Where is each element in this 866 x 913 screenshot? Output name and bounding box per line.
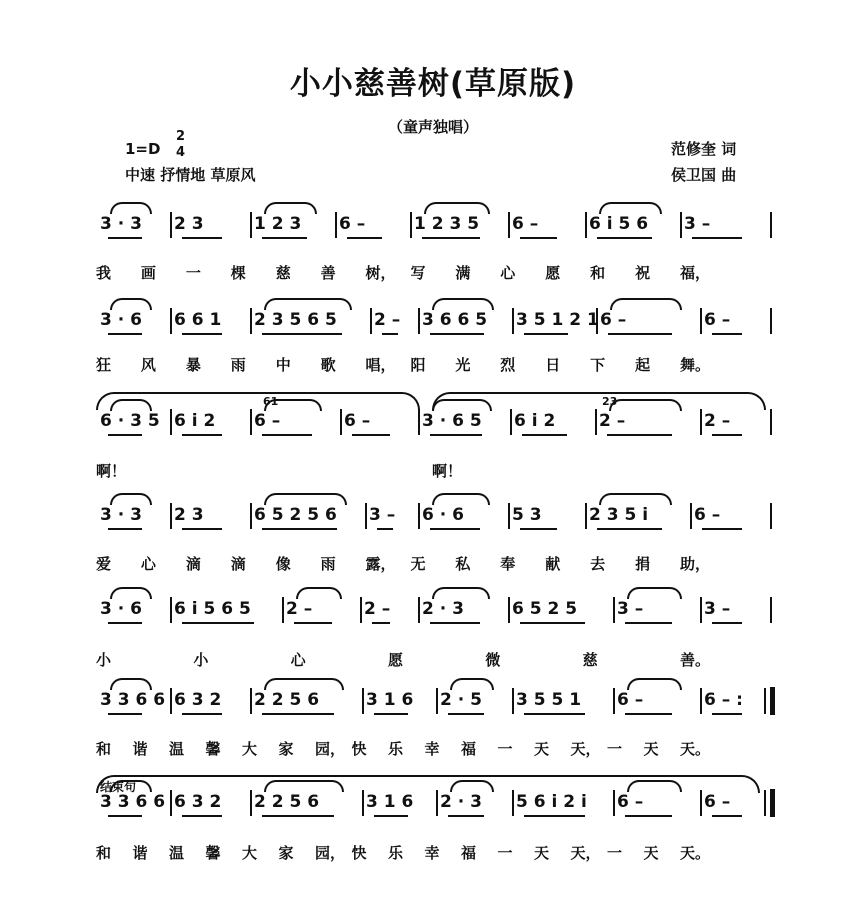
underline: [108, 622, 142, 624]
barline: [613, 790, 615, 816]
barline: [170, 790, 172, 816]
underline: [108, 434, 142, 436]
measure-notes: 2 · 5: [440, 690, 482, 710]
underline: [448, 713, 484, 715]
barline: [410, 212, 412, 238]
slur: [450, 678, 494, 690]
barline: [250, 503, 252, 529]
lyric-word: 天，: [570, 844, 601, 862]
lyric-word: 啊！: [96, 462, 127, 480]
underline: [712, 815, 742, 817]
barline: [512, 790, 514, 816]
lyric-word: 啊！: [432, 462, 463, 480]
measure-notes: 3 5 1 2 1: [516, 310, 599, 330]
barline: [508, 503, 510, 529]
underline: [524, 815, 585, 817]
lyric-word: 天。: [680, 740, 711, 758]
measure-notes: 3 –: [617, 599, 644, 619]
measure-notes: 3 · 6: [100, 310, 142, 330]
barline: [362, 790, 364, 816]
lyric-word: 助，: [680, 555, 711, 573]
measure-notes: 6 –: [694, 505, 721, 525]
measure-notes: 2 3: [174, 505, 204, 525]
slur: [627, 678, 682, 690]
lyric-word: 去: [590, 555, 606, 573]
measure-notes: 6 i 5 6: [589, 214, 649, 234]
lyric-word: 大: [242, 740, 258, 758]
measure-notes: 2 3: [174, 214, 204, 234]
barline: [595, 409, 597, 435]
barline: [700, 308, 702, 334]
underline: [108, 713, 142, 715]
measure-notes: 6 i 5 6 5: [174, 599, 251, 619]
barline: [250, 212, 252, 238]
underline: [430, 434, 482, 436]
barline: [370, 308, 372, 334]
measure-notes: 3 6 6 5: [422, 310, 488, 330]
lyric-word: 一: [607, 740, 623, 758]
slur: [599, 202, 662, 214]
barline: [170, 409, 172, 435]
slur: [110, 493, 152, 505]
barline: [362, 688, 364, 714]
underline: [352, 434, 390, 436]
lyric-word: 露，: [365, 555, 396, 573]
measure-notes: 6 i 2: [514, 411, 556, 431]
underline: [182, 333, 222, 335]
measure-notes: 3 · 3: [100, 214, 142, 234]
measure-notes: 2 –: [364, 599, 391, 619]
lyric-word: 善。: [680, 651, 711, 669]
measure-notes: 3 –: [369, 505, 396, 525]
lyric-word: 天: [643, 844, 659, 862]
underline: [374, 815, 408, 817]
slur: [110, 678, 152, 690]
lyric-word: 中: [275, 356, 291, 374]
lyric-word: 像: [275, 555, 291, 573]
barline: [596, 308, 598, 334]
lyric-word: 光: [455, 356, 471, 374]
barline: [585, 212, 587, 238]
lyric-word: 奉: [500, 555, 516, 573]
underline: [524, 333, 568, 335]
lyric-word: 幸: [424, 740, 440, 758]
underline: [692, 237, 742, 239]
barline: [770, 503, 772, 529]
underline: [182, 434, 222, 436]
barline: [250, 688, 252, 714]
measure-notes: 3 · 6 5: [422, 411, 482, 431]
barline: [700, 597, 702, 623]
ending-label: 结束句: [100, 780, 137, 794]
lyric-word: 快: [351, 844, 367, 862]
lyric-word: 乐: [388, 740, 404, 758]
lyric-word: 微: [485, 651, 501, 669]
lyric-word: 无: [410, 555, 426, 573]
lyric-word: 唱，: [365, 356, 396, 374]
tempo-marking: 中速 抒情地 草原风: [125, 166, 256, 184]
underline: [608, 333, 672, 335]
measure-notes: 6 –: [617, 792, 644, 812]
lyric-word: 家: [278, 740, 294, 758]
barline: [770, 308, 772, 334]
measure-notes: 6 · 3 5: [100, 411, 160, 431]
measure-notes: 6 · 6: [422, 505, 464, 525]
lyric-word: 风: [140, 356, 156, 374]
lyric-word: 一: [607, 844, 623, 862]
measure-notes: 6 –: [617, 690, 644, 710]
slur: [264, 202, 317, 214]
key-signature: 1=D: [125, 140, 161, 158]
lyric-word: 园，: [315, 844, 346, 862]
lyric-word: 滴: [185, 555, 201, 573]
lyric-word: 画: [140, 264, 156, 282]
lyric-word: 暴: [185, 356, 201, 374]
measure-notes: 6 –: [344, 411, 371, 431]
slur: [264, 493, 347, 505]
lyric-word: 棵: [230, 264, 246, 282]
lyric-word: 雨: [320, 555, 336, 573]
barline: [508, 597, 510, 623]
lyric-word: 慈: [582, 651, 598, 669]
lyric-word: 谐: [132, 740, 148, 758]
lyric-word: 馨: [205, 844, 221, 862]
underline: [108, 333, 142, 335]
measure-notes: 2 · 3: [422, 599, 464, 619]
measure-notes: 3 · 6: [100, 599, 142, 619]
slur: [264, 678, 344, 690]
measure-notes: 1 2 3: [254, 214, 302, 234]
slur: [264, 298, 352, 310]
phrase-slur: [432, 392, 766, 410]
underline: [262, 237, 307, 239]
barline: [436, 790, 438, 816]
slur: [432, 298, 494, 310]
underline: [712, 713, 742, 715]
underline: [430, 528, 480, 530]
lyric-word: 小: [193, 651, 209, 669]
barline: [170, 212, 172, 238]
song-title: 小小慈善树(草原版): [289, 66, 577, 102]
measure-notes: 5 3: [512, 505, 542, 525]
barline: [770, 212, 772, 238]
lyric-word: 小: [96, 651, 112, 669]
underline: [262, 815, 334, 817]
barline: [250, 409, 252, 435]
measure-notes: 3 · 3: [100, 505, 142, 525]
barline: [360, 597, 362, 623]
underline: [108, 528, 142, 530]
underline: [347, 237, 382, 239]
underline: [262, 434, 312, 436]
lyric-word: 心: [500, 264, 516, 282]
lyric-word: 馨: [205, 740, 221, 758]
song-subtitle: （童声独唱）: [387, 118, 478, 136]
underline: [712, 622, 742, 624]
barline: [282, 597, 284, 623]
lyric-word: 乐: [388, 844, 404, 862]
lyric-word: 狂: [96, 356, 112, 374]
underline: [625, 815, 672, 817]
underline: [607, 434, 672, 436]
underline: [712, 333, 742, 335]
measure-notes: 6 –: [254, 411, 281, 431]
final-barline: [770, 687, 775, 715]
barline: [250, 790, 252, 816]
underline: [524, 713, 585, 715]
lyric-word: 一: [185, 264, 201, 282]
barline: [680, 212, 682, 238]
barline: [690, 503, 692, 529]
measure-notes: 3 3 6 6: [100, 690, 166, 710]
underline: [262, 528, 337, 530]
lyric-word: 愿: [545, 264, 561, 282]
underline: [597, 237, 652, 239]
underline: [430, 333, 484, 335]
final-barline: [770, 789, 775, 817]
measure-notes: 6 –: [600, 310, 627, 330]
underline: [182, 528, 222, 530]
barline: [613, 688, 615, 714]
lyric-word: 歌: [320, 356, 336, 374]
lyric-word: 天: [534, 740, 550, 758]
measure-notes: 6 5 2 5 6: [254, 505, 337, 525]
barline: [510, 409, 512, 435]
measure-notes: 2 –: [704, 411, 731, 431]
barline: [770, 409, 772, 435]
slur: [627, 587, 682, 599]
measure-notes: 2 –: [374, 310, 401, 330]
lyric-word: 家: [278, 844, 294, 862]
barline: [170, 597, 172, 623]
barline: [613, 597, 615, 623]
lyric-word: 和: [96, 740, 112, 758]
lyric-word: 阳: [410, 356, 426, 374]
measure-notes: 1 2 3 5: [414, 214, 480, 234]
lyric-word: 满: [455, 264, 471, 282]
barline: [508, 212, 510, 238]
lyric-word: 心: [140, 555, 156, 573]
slur: [110, 298, 152, 310]
barline: [700, 688, 702, 714]
measure-notes: 3 –: [704, 599, 731, 619]
lyricist-credit: 范修奎 词: [671, 140, 737, 158]
lyric-word: 善: [320, 264, 336, 282]
phrase-slur: [96, 392, 420, 410]
measure-notes: 2 3 5 i: [589, 505, 649, 525]
underline: [520, 622, 585, 624]
barline: [170, 308, 172, 334]
slur: [432, 587, 490, 599]
underline: [520, 237, 557, 239]
lyric-word: 园，: [315, 740, 346, 758]
lyric-word: 天: [534, 844, 550, 862]
barline: [700, 790, 702, 816]
lyric-word: 天，: [570, 740, 601, 758]
measure-notes: 2 –: [286, 599, 313, 619]
underline: [712, 434, 742, 436]
lyric-word: 大: [242, 844, 258, 862]
barline: [365, 503, 367, 529]
lyric-word: 福: [461, 844, 477, 862]
grace-note: 61: [263, 395, 279, 408]
measure-notes: 3 1 6: [366, 792, 414, 812]
lyric-word: 慈: [275, 264, 291, 282]
lyric-word: 写: [410, 264, 426, 282]
grace-note: 23: [602, 395, 618, 408]
underline: [625, 622, 672, 624]
measure-notes: 6 3 2: [174, 792, 222, 812]
measure-notes: 2 · 3: [440, 792, 482, 812]
barline: [418, 503, 420, 529]
underline: [522, 434, 567, 436]
lyric-word: 烈: [500, 356, 516, 374]
underline: [377, 528, 393, 530]
measure-notes: 3 5 5 1: [516, 690, 582, 710]
measure-notes: 6 –: [512, 214, 539, 234]
underline: [374, 713, 408, 715]
barline: [250, 308, 252, 334]
slur: [424, 202, 490, 214]
barline: [418, 308, 420, 334]
barline: [585, 503, 587, 529]
slur: [110, 202, 152, 214]
lyric-word: 幸: [424, 844, 440, 862]
slur: [599, 493, 672, 505]
slur: [296, 587, 342, 599]
barline: [418, 597, 420, 623]
underline: [182, 622, 254, 624]
underline: [702, 528, 742, 530]
lyric-word: 温: [169, 844, 185, 862]
lyric-word: 天: [643, 740, 659, 758]
measure-notes: 2 2 5 6: [254, 690, 320, 710]
barline: [340, 409, 342, 435]
lyric-word: 心: [290, 651, 306, 669]
measure-notes: 6 –: [704, 310, 731, 330]
underline: [108, 815, 142, 817]
measure-notes: 5 6 i 2 i: [516, 792, 587, 812]
lyric-word: 祝: [635, 264, 651, 282]
barline: [764, 688, 766, 714]
measure-notes: 6 6 1: [174, 310, 222, 330]
lyric-word: 捐: [635, 555, 651, 573]
barline: [335, 212, 337, 238]
underline: [382, 333, 398, 335]
measure-notes: 2 –: [599, 411, 626, 431]
underline: [262, 713, 334, 715]
lyric-word: 天。: [680, 844, 711, 862]
underline: [182, 815, 222, 817]
barline: [700, 409, 702, 435]
lyric-word: 爱: [96, 555, 112, 573]
measure-notes: 6 3 2: [174, 690, 222, 710]
lyric-word: 献: [545, 555, 561, 573]
measure-notes: 3 –: [684, 214, 711, 234]
composer-credit: 侯卫国 曲: [671, 166, 737, 184]
lyric-word: 舞。: [680, 356, 711, 374]
measure-notes: 3 3 6 6: [100, 792, 166, 812]
slur: [432, 493, 490, 505]
barline: [770, 597, 772, 623]
measure-notes: 3 1 6: [366, 690, 414, 710]
barline: [764, 790, 766, 816]
underline: [294, 622, 332, 624]
lyric-word: 下: [590, 356, 606, 374]
barline: [512, 308, 514, 334]
lyric-word: 树，: [365, 264, 396, 282]
lyric-word: 日: [545, 356, 561, 374]
lyric-word: 雨: [230, 356, 246, 374]
underline: [625, 713, 672, 715]
underline: [262, 333, 342, 335]
lyric-word: 私: [455, 555, 471, 573]
measure-notes: 6 i 2: [174, 411, 216, 431]
slur: [610, 298, 682, 310]
underline: [108, 237, 142, 239]
lyric-word: 滴: [230, 555, 246, 573]
measure-notes: 6 –: [339, 214, 366, 234]
underline: [520, 528, 557, 530]
lyric-word: 和: [590, 264, 606, 282]
underline: [182, 237, 222, 239]
lyric-word: 福，: [680, 264, 711, 282]
underline: [448, 815, 484, 817]
time-signature-top: 2: [176, 129, 186, 144]
measure-notes: 2 3 5 6 5: [254, 310, 337, 330]
barline: [512, 688, 514, 714]
lyric-word: 一: [497, 844, 513, 862]
barline: [170, 688, 172, 714]
lyric-word: 愿: [388, 651, 404, 669]
measure-notes: 6 –: [704, 792, 731, 812]
barline: [418, 409, 420, 435]
lyric-word: 起: [635, 356, 651, 374]
lyric-word: 温: [169, 740, 185, 758]
underline: [372, 622, 390, 624]
time-signature-bottom: 4: [176, 145, 186, 160]
measure-notes: 6 5 2 5: [512, 599, 578, 619]
lyric-word: 快: [351, 740, 367, 758]
lyric-word: 和: [96, 844, 112, 862]
phrase-slur: [96, 775, 760, 793]
underline: [422, 237, 480, 239]
barline: [436, 688, 438, 714]
underline: [430, 622, 480, 624]
underline: [182, 713, 222, 715]
measure-notes: 6 – :: [704, 690, 743, 710]
barline: [170, 503, 172, 529]
slur: [110, 587, 152, 599]
lyric-word: 一: [497, 740, 513, 758]
lyric-word: 谐: [132, 844, 148, 862]
lyric-word: 我: [96, 264, 112, 282]
measure-notes: 2 2 5 6: [254, 792, 320, 812]
lyric-word: 福: [461, 740, 477, 758]
underline: [597, 528, 662, 530]
